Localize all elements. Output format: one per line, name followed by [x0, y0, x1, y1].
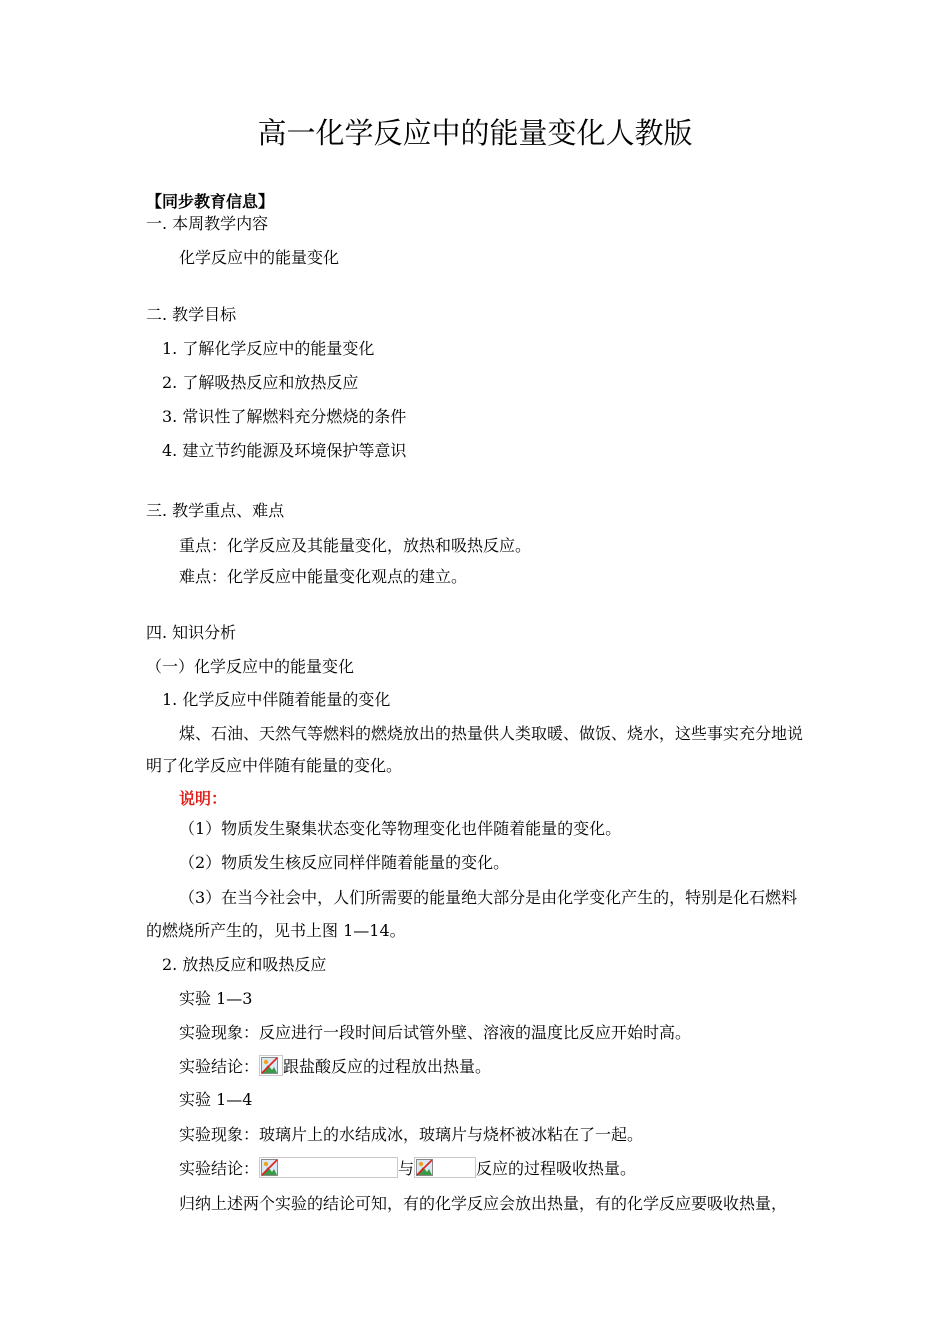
objective-item: 1. 了解化学反应中的能量变化 [162, 339, 375, 358]
conjunction: 与 [398, 1159, 415, 1178]
section-1-heading: 一. 本周教学内容 [146, 214, 269, 233]
broken-image-icon [259, 1157, 398, 1178]
conclusion-text: 反应的过程吸收热量。 [476, 1159, 637, 1178]
experiment-1-phenomenon: 实验现象：反应进行一段时间后试管外壁、溶液的温度比反应开始时高。 [179, 1023, 692, 1042]
experiment-2-phenomenon: 实验现象：玻璃片上的水结成冰，玻璃片与烧杯被冰粘在了一起。 [179, 1125, 644, 1144]
section-2-heading: 二. 教学目标 [146, 305, 237, 324]
conclusion-label: 实验结论： [179, 1159, 260, 1178]
experiment-2-conclusion [179, 1157, 636, 1180]
objective-item: 4. 建立节约能源及环境保护等意识 [162, 441, 407, 460]
note-item-line: （3）在当今社会中，人们所需要的能量绝大部分是由化学变化产生的，特别是化石燃料 [179, 888, 798, 907]
section-4-heading: 四. 知识分析 [146, 623, 237, 642]
summary-line: 归纳上述两个实验的结论可知，有的化学反应会放出热量，有的化学反应要吸收热量， [179, 1194, 788, 1213]
experiment-1-conclusion [179, 1055, 491, 1078]
section-3-heading: 三. 教学重点、难点 [146, 501, 285, 520]
document-title: 高一化学反应中的能量变化人教版 [257, 116, 693, 150]
section-1-body: 化学反应中的能量变化 [179, 248, 340, 267]
broken-image-icon [259, 1055, 283, 1076]
objective-item: 2. 了解吸热反应和放热反应 [162, 373, 359, 392]
experiment-2-label: 实验 1—4 [179, 1090, 253, 1109]
paragraph-line: 明了化学反应中伴随有能量的变化。 [146, 756, 403, 775]
broken-image-icon [414, 1157, 476, 1178]
note-item: （1）物质发生聚集状态变化等物理变化也伴随着能量的变化。 [179, 819, 622, 838]
note-item: （2）物质发生核反应同样伴随着能量的变化。 [179, 853, 510, 872]
note-item-line: 的燃烧所产生的，见书上图 1—14。 [146, 921, 406, 940]
conclusion-label: 实验结论： [179, 1057, 260, 1076]
point-2-heading: 2. 放热反应和吸热反应 [162, 955, 327, 974]
point-1-heading: 1. 化学反应中伴随着能量的变化 [162, 690, 391, 709]
sync-header: 【同步教育信息】 [146, 192, 275, 211]
experiment-1-label: 实验 1—3 [179, 989, 253, 1008]
note-label: 说明： [179, 789, 228, 808]
difficult-point: 难点：化学反应中能量变化观点的建立。 [179, 567, 468, 586]
subsection-1-heading: （一）化学反应中的能量变化 [146, 657, 355, 676]
paragraph-line: 煤、石油、天然气等燃料的燃烧放出的热量供人类取暖、做饭、烧水，这些事实充分地说 [179, 724, 804, 743]
objective-item: 3. 常识性了解燃料充分燃烧的条件 [162, 407, 407, 426]
conclusion-text: 跟盐酸反应的过程放出热量。 [283, 1057, 492, 1076]
key-point: 重点：化学反应及其能量变化，放热和吸热反应。 [179, 536, 532, 555]
